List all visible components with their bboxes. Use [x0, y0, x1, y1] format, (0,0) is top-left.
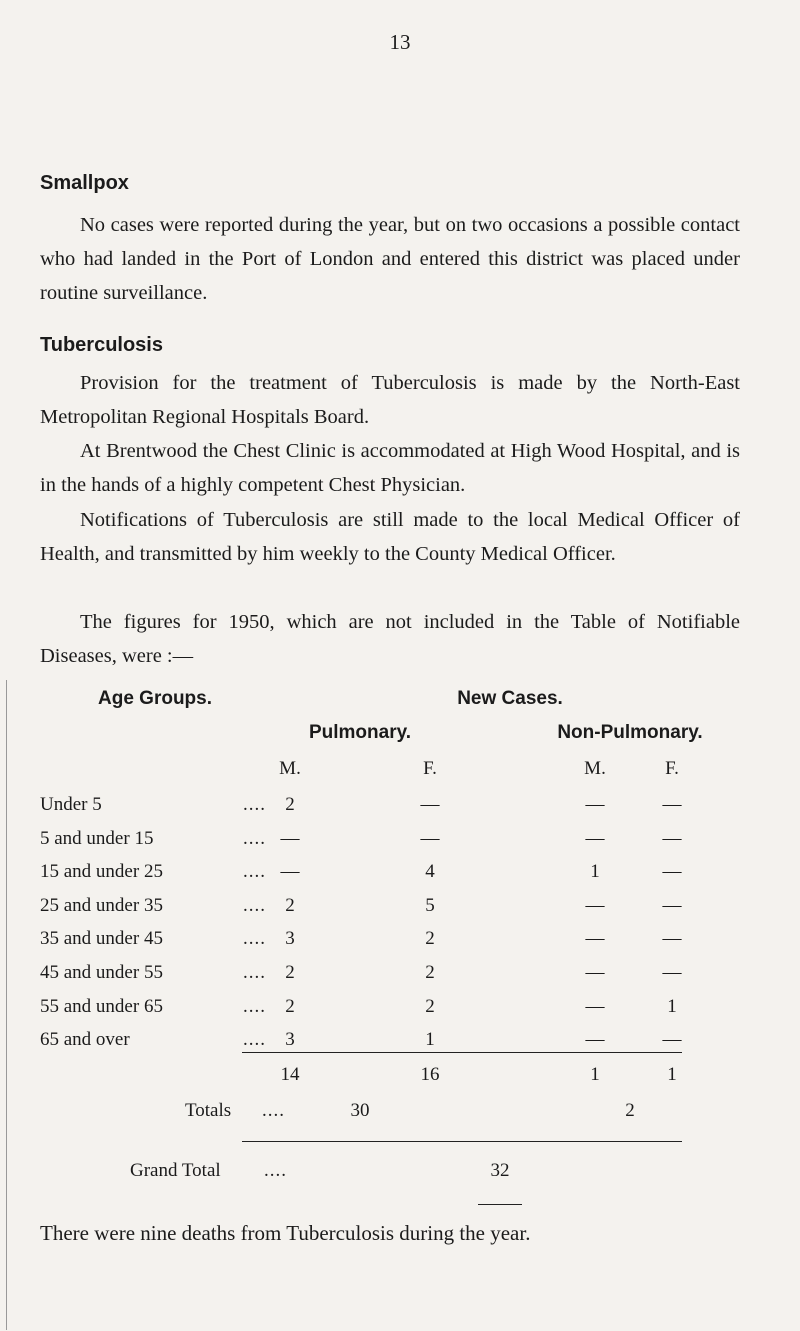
row-pulmonary-m: 2 — [285, 962, 295, 983]
row-leader-dots: .... — [243, 895, 266, 916]
row-age-group: 35 and under 45 — [40, 928, 163, 949]
smallpox-heading: Smallpox — [40, 172, 129, 194]
grand-total-leader-dots: .... — [264, 1160, 287, 1181]
row-non-pulmonary-m: — — [585, 895, 605, 916]
tuberculosis-heading: Tuberculosis — [40, 334, 163, 356]
row-non-pulmonary-m: — — [585, 1029, 605, 1050]
totals-label: Totals — [185, 1100, 232, 1121]
non-pulmonary-f-subheader: F. — [665, 758, 679, 779]
row-non-pulmonary-m: — — [585, 828, 605, 849]
row-pulmonary-f: 2 — [425, 928, 435, 949]
total-pulmonary: 30 — [350, 1100, 370, 1121]
grand-total-value: 32 — [490, 1160, 510, 1181]
closing-sentence: There were nine deaths from Tuberculosis during the year. — [40, 1221, 531, 1245]
row-leader-dots: .... — [243, 828, 266, 849]
row-age-group: 5 and under 15 — [40, 828, 154, 849]
row-age-group: Under 5 — [40, 794, 102, 815]
total-non-pulmonary: 2 — [625, 1100, 635, 1121]
row-non-pulmonary-m: — — [585, 962, 605, 983]
row-pulmonary-m: 2 — [285, 996, 295, 1017]
non-pulmonary-header: Non-Pulmonary. — [557, 722, 703, 743]
row-pulmonary-m: 2 — [285, 794, 295, 815]
row-non-pulmonary-f: — — [662, 828, 682, 849]
row-non-pulmonary-f: — — [662, 861, 682, 882]
tb-paragraph-2: At Brentwood the Chest Clinic is accommodated at High Wood Hospital, and is in the hands of a highly competent Chest Physician. — [40, 440, 740, 496]
smallpox-paragraph: No cases were reported during the year, but on two occasions a possible contact who had landed in the Port of London and entered this district was placed under routine surveillance. — [40, 214, 740, 304]
grand-total-label: Grand Total — [130, 1160, 221, 1181]
row-non-pulmonary-f: — — [662, 895, 682, 916]
row-non-pulmonary-m: — — [585, 928, 605, 949]
row-leader-dots: .... — [243, 962, 266, 983]
row-pulmonary-f: — — [420, 828, 440, 849]
row-non-pulmonary-m: 1 — [590, 861, 600, 882]
pulmonary-header: Pulmonary. — [308, 722, 412, 743]
row-age-group: 15 and under 25 — [40, 861, 163, 882]
tb-paragraph-1: Provision for the treatment of Tuberculosis is made by the North-East Metropolitan Regional Hospitals Board. — [40, 372, 740, 428]
row-age-group: 45 and under 55 — [40, 962, 163, 983]
row-leader-dots: .... — [243, 794, 266, 815]
totals-rule — [242, 1052, 682, 1053]
row-pulmonary-m: 2 — [285, 895, 295, 916]
row-non-pulmonary-f: — — [662, 1029, 682, 1050]
age-groups-header: Age Groups. — [98, 688, 213, 709]
row-pulmonary-m: 3 — [285, 1029, 295, 1050]
row-pulmonary-f: 2 — [425, 962, 435, 983]
page-edge-line — [6, 680, 7, 1330]
row-age-group: 55 and under 65 — [40, 996, 163, 1017]
sum-non-pulmonary-m: 1 — [590, 1064, 600, 1085]
pulmonary-m-subheader: M. — [279, 758, 301, 779]
page-number: 13 — [389, 30, 411, 54]
grand-total-rule — [242, 1141, 682, 1142]
row-leader-dots: .... — [243, 928, 266, 949]
row-leader-dots: .... — [243, 996, 266, 1017]
grand-total-underline — [478, 1204, 522, 1205]
row-non-pulmonary-f: — — [662, 794, 682, 815]
non-pulmonary-m-subheader: M. — [584, 758, 606, 779]
pulmonary-f-subheader: F. — [423, 758, 437, 779]
row-non-pulmonary-f: — — [662, 928, 682, 949]
row-pulmonary-f: 4 — [425, 861, 435, 882]
row-leader-dots: .... — [243, 1029, 266, 1050]
row-pulmonary-f: — — [420, 794, 440, 815]
sum-pulmonary-f: 16 — [420, 1064, 440, 1085]
row-non-pulmonary-m: — — [585, 794, 605, 815]
row-leader-dots: .... — [243, 861, 266, 882]
row-age-group: 65 and over — [40, 1029, 130, 1050]
tb-paragraph-4: The figures for 1950, which are not included in the Table of Notifiable Diseases, were :— — [40, 611, 740, 667]
row-pulmonary-f: 5 — [425, 895, 435, 916]
new-cases-header: New Cases. — [457, 688, 563, 709]
row-pulmonary-f: 1 — [425, 1029, 435, 1050]
sum-non-pulmonary-f: 1 — [667, 1064, 677, 1085]
row-pulmonary-f: 2 — [425, 996, 435, 1017]
row-pulmonary-m: 3 — [285, 928, 295, 949]
row-pulmonary-m: — — [280, 861, 300, 882]
row-pulmonary-m: — — [280, 828, 300, 849]
row-non-pulmonary-f: 1 — [667, 996, 677, 1017]
row-non-pulmonary-f: — — [662, 962, 682, 983]
row-age-group: 25 and under 35 — [40, 895, 163, 916]
tb-paragraph-3: Notifications of Tuberculosis are still made to the local Medical Officer of Health, and transmitted by him weekly to the County Medical Officer. — [40, 509, 740, 565]
totals-leader-dots: .... — [262, 1100, 285, 1121]
sum-pulmonary-m: 14 — [280, 1064, 300, 1085]
row-non-pulmonary-m: — — [585, 996, 605, 1017]
